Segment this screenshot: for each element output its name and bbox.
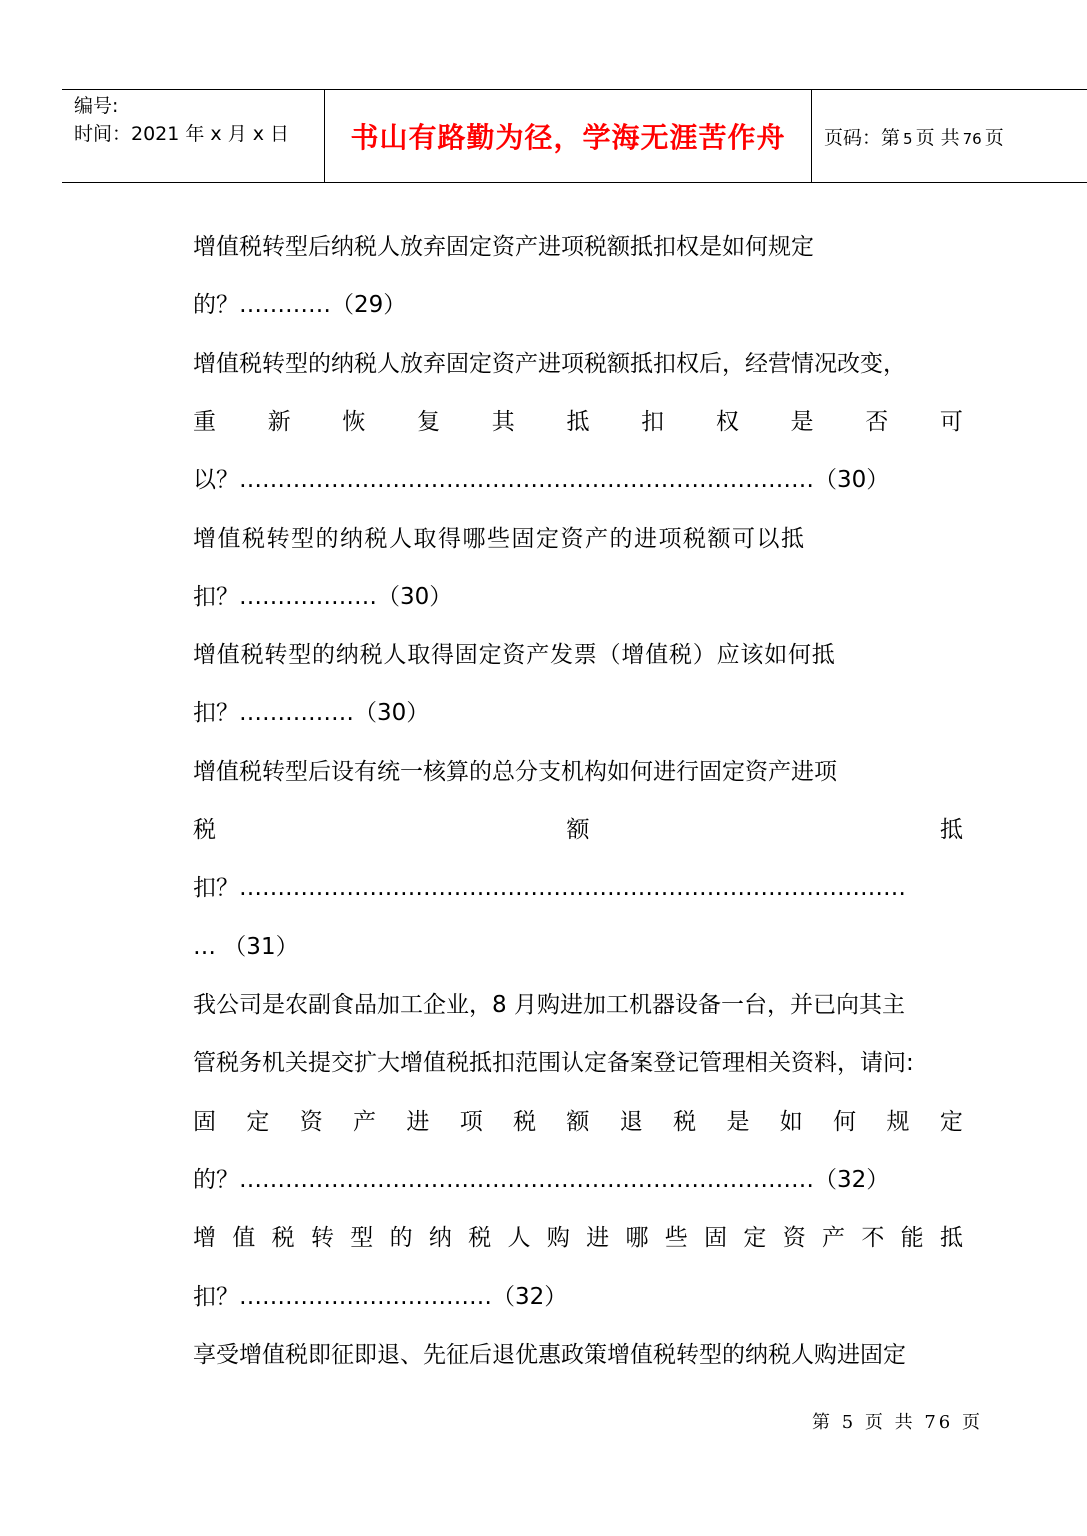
toc-char: 进 (586, 1225, 610, 1251)
toc-line-justified (193, 1106, 963, 1138)
toc-char: 固 (193, 1109, 216, 1135)
toc-char: 税 (673, 1109, 697, 1135)
toc-line: 扣？…………………………………………………………………………… (193, 875, 906, 901)
toc-line: 增值税转型的纳税人放弃固定资产进项税额抵扣权后，经营情况改变， (193, 351, 906, 377)
toc-char: 抵 (939, 1225, 963, 1251)
page-prefix: 页码：第 (824, 126, 901, 149)
toc-char: 否 (865, 409, 889, 435)
toc-char: 是 (790, 409, 814, 435)
toc-char: 产 (822, 1225, 845, 1251)
toc-char: 可 (939, 409, 963, 435)
page-current: 5 (903, 129, 913, 148)
toc-char: 型 (350, 1225, 374, 1251)
header-motto-cell (325, 90, 812, 182)
toc-line: 的？…………（29） (193, 292, 407, 318)
toc-char: 如 (779, 1109, 803, 1135)
toc-char: 转 (310, 1225, 334, 1251)
toc-char: 税 (271, 1225, 295, 1251)
toc-line: 管税务机关提交扩大增值税抵扣范围认定备案登记管理相关资料，请问: (193, 1050, 914, 1076)
toc-char: 额 (566, 1109, 590, 1135)
toc-char: 纳 (428, 1225, 452, 1251)
toc-char: 退 (619, 1109, 643, 1135)
toc-char: 规 (886, 1109, 910, 1135)
toc-char: 权 (715, 409, 739, 435)
toc-char: 复 (417, 409, 441, 435)
toc-char: 的 (389, 1225, 413, 1251)
toc-char: 资 (299, 1109, 323, 1135)
toc-char: 税 (513, 1109, 537, 1135)
toc-char: 何 (833, 1109, 857, 1135)
toc-char: 抵 (566, 409, 590, 435)
page-header (62, 89, 1087, 183)
toc-char: 扣 (641, 409, 665, 435)
toc-char: 税 (193, 817, 216, 843)
toc-char: 不 (861, 1225, 885, 1251)
toc-line: 增值税转型的纳税人取得固定资产发票（增值税）应该如何抵 (193, 642, 836, 668)
toc-line: 扣？……………………………（32） (193, 1284, 568, 1310)
toc-line: 以？…………………………………………………………………（30） (193, 467, 890, 493)
toc-line: 增值税转型后设有统一核算的总分支机构如何进行固定资产进项 (193, 759, 837, 785)
header-page-cell (812, 90, 1087, 182)
toc-char: 值 (232, 1225, 256, 1251)
toc-char: 额 (566, 817, 590, 843)
toc-char: 定 (246, 1109, 270, 1135)
toc-line: 享受增值税即征即退、先征后退优惠政策增值税转型的纳税人购进固定 (193, 1342, 906, 1368)
toc-char: 哪 (625, 1225, 649, 1251)
page-total: 76 (962, 129, 982, 148)
toc-line: 增值税转型后纳税人放弃固定资产进项税额抵扣权是如何规定 (193, 234, 814, 260)
motto-text: 书山有路勤为径，学海无涯苦作舟 (350, 121, 786, 154)
toc-line-justified (193, 814, 963, 846)
toc-char: 定 (743, 1225, 767, 1251)
toc-line: 的？…………………………………………………………………（32） (193, 1167, 890, 1193)
toc-char: 能 (900, 1225, 924, 1251)
header-meta-cell (62, 90, 325, 182)
toc-char: 是 (726, 1109, 750, 1135)
page-mid: 页 共 (915, 126, 960, 149)
toc-line: … （31） (193, 934, 299, 960)
toc-char: 人 (507, 1225, 531, 1251)
toc-char: 其 (491, 409, 515, 435)
toc-line: 扣？………………（30） (193, 584, 453, 610)
toc-char: 些 (664, 1225, 688, 1251)
toc-line-justified (193, 406, 963, 438)
toc-char: 固 (704, 1225, 728, 1251)
toc-line: 增值税转型的纳税人取得哪些固定资产的进项税额可以抵 (193, 526, 806, 552)
toc-char: 产 (353, 1109, 377, 1135)
document-number-label: 编号: (74, 95, 119, 117)
toc-char: 新 (267, 409, 291, 435)
toc-char: 项 (459, 1109, 483, 1135)
toc-char: 购 (546, 1225, 570, 1251)
toc-char: 税 (468, 1225, 492, 1251)
toc-char: 定 (939, 1109, 963, 1135)
page-footer: 第 5 页 共 76 页 (812, 1412, 983, 1433)
toc-char: 抵 (940, 817, 963, 843)
toc-char: 增 (193, 1225, 216, 1251)
toc-line-justified (193, 1222, 963, 1254)
toc-char: 重 (193, 409, 216, 435)
toc-line: 扣？……………（30） (193, 700, 430, 726)
document-date: 时间：2021 年 x 月 x 日 (74, 123, 290, 145)
toc-char: 进 (406, 1109, 430, 1135)
toc-line: 我公司是农副食品加工企业，8 月购进加工机器设备一台，并已向其主 (193, 992, 905, 1018)
toc-char: 资 (782, 1225, 806, 1251)
toc-char: 恢 (342, 409, 366, 435)
page-suffix: 页 (984, 126, 1004, 149)
page-indicator (812, 123, 1004, 150)
